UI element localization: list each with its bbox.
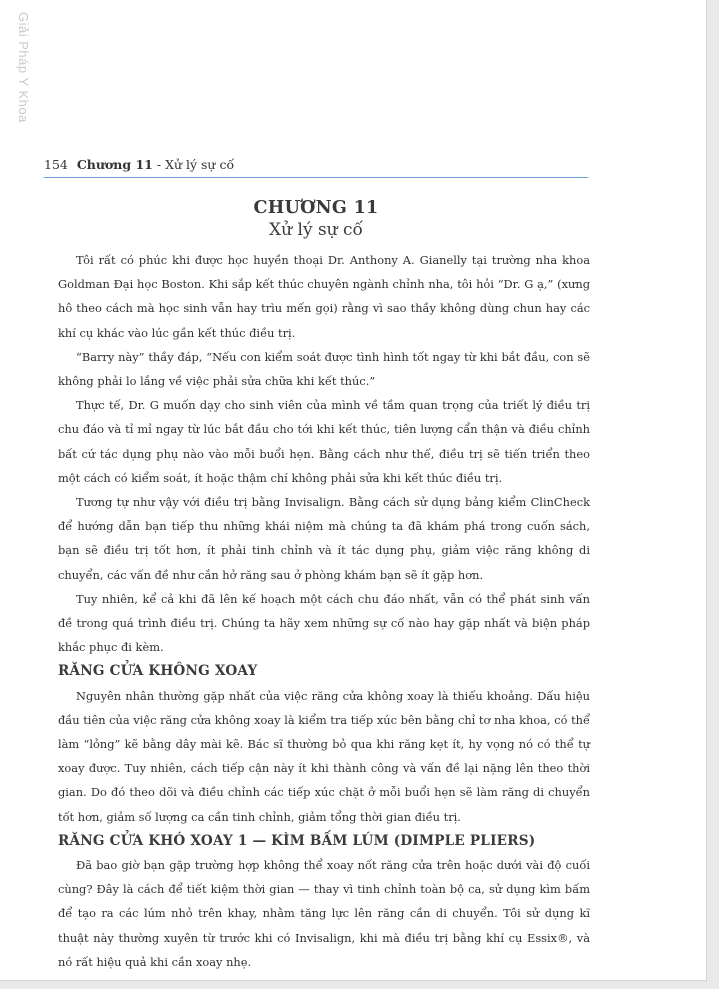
paragraph-2: “Barry này” thầy đáp, “Nếu con kiểm soát được tình hình tốt ngay từ khi bắt đầu, con sẽ không phải lo lắng về việc phải sửa chữa khi kết thúc.” [58,349,590,389]
header-divider [44,177,588,178]
chapter-title: CHƯƠNG 11 [253,198,379,218]
running-header [44,157,588,172]
section-2-paragraph: Đã bao giờ bạn gặp trường hợp không thể xoay nốt răng cửa trên hoặc dưới vài độ cuối cùng? Đây là cách để tiết kiệm thời gian — thay vì tinh chỉnh toàn bộ ca, sử dụng kìm bấm để tạo ra các lúm nhỏ trên khay, nhằm tăng lực lên răng cần di chuyển. Tôi sử dụng kĩ thuật này thường xuyên từ trước khi có Invisalign, khi mà điều trị bằng khí cụ Essix®, và nó rất hiệu quả khi cần xoay nhẹ. [58,858,590,969]
paragraph-3: Thực tế, Dr. G muốn dạy cho sinh viên của mình về tầm quan trọng của triết lý điều trị chu đáo và tỉ mỉ ngay từ lúc bắt đầu cho tới khi kết thúc, tiên lượng cẩn thận và điều chỉnh bất cứ tác dụng phụ nào vào mỗi buổi hẹn. Bằng cách như thế, điều trị sẽ tiến triển theo một cách có kiểm soát, ít hoặc thậm chí không phải sửa khi kết thúc điều trị. [58,398,590,485]
header-section: Xử lý sự cố [165,157,235,172]
section-heading-1: RĂNG CỬA KHÔNG XOAY [58,663,258,680]
paragraph-1: Tôi rất có phúc khi được học huyền thoại Dr. Anthony A. Gianelly tại trường nha khoa Goldman Đại học Boston. Khi sắp kết thúc chuyên ngành chỉnh nha, tôi hỏi “Dr. G ạ,” (xưng hô theo cách mà học sinh vẫn hay trìu mến gọi) rằng vì sao thầy không dùng chun hay các khí cụ khác vào lúc gần kết thúc điều trị. [58,253,590,340]
chapter-subtitle: Xử lý sự cố [269,220,363,240]
header-separator: - [152,157,166,172]
body-text [58,248,590,974]
header-chapter: Chương 11 [76,157,153,172]
section-1-paragraph: Nguyên nhân thường gặp nhất của việc răng cửa không xoay là thiếu khoảng. Dấu hiệu đầu tiên của việc răng cửa không xoay là kiểm tra tiếp xúc bên bằng chỉ tơ nha khoa, có thể làm “lỏng” kẽ bằng dây mài kẽ. Bác sĩ thường bỏ qua khi răng kẹt ít, hy vọng nó có thể tự xoay được. Tuy nhiên, cách tiếp cận này ít khi thành công và vấn đề lại nặng lên theo thời gian. Do đó theo dõi và điều chỉnh các tiếp xúc chặt ở mỗi buổi hẹn sẽ làm răng di chuyển tốt hơn, giảm số lượng ca cần tinh chỉnh, giảm tổng thời gian điều trị. [58,688,590,824]
watermark: Giải Pháp Y Khoa [16,12,31,123]
page-number: 154 [44,157,68,172]
paragraph-5: Tuy nhiên, kể cả khi đã lên kế hoạch một cách chu đáo nhất, vẫn có thể phát sinh vấn đề trong quá trình điều trị. Chúng ta hãy xem những sự cố nào hay gặp nhất và biện pháp khắc phục đi kèm. [58,591,590,655]
paragraph-4: Tương tự như vậy với điều trị bằng Invisalign. Bằng cách sử dụng bảng kiểm ClinCheck để hướng dẫn bạn tiếp thu những khái niệm mà chúng ta đã khám phá trong cuốn sách, bạn sẽ điều trị tốt hơn, ít phải tinh chỉnh và ít tác dụng phụ, giảm việc răng không di chuyển, các vấn đề như cắn hở răng sau ở phòng khám bạn sẽ ít gặp hơn. [58,495,590,582]
section-heading-2: RĂNG CỬA KHÓ XOAY 1 — KÌM BẤM LÚM (DIMPLE PLIERS) [58,832,536,849]
